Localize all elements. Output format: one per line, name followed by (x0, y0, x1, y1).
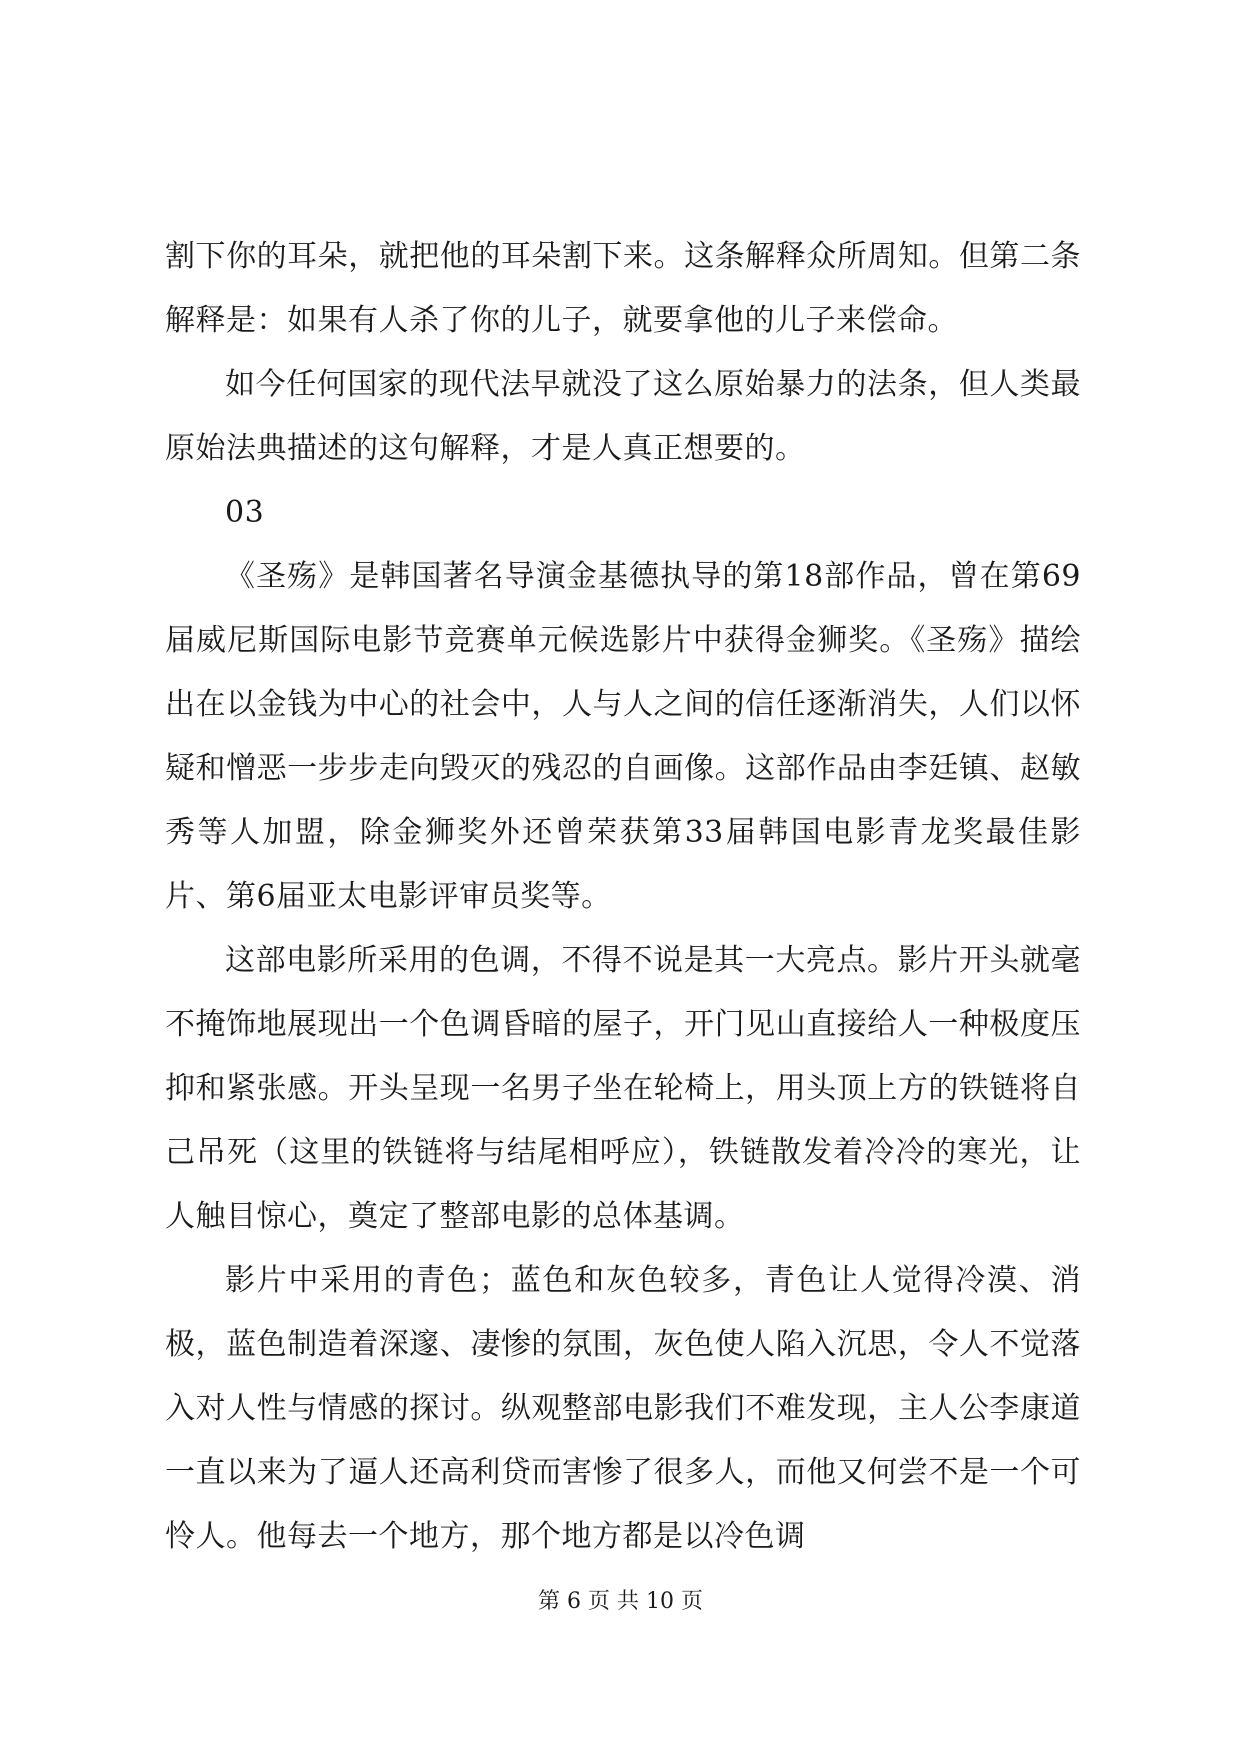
paragraph-1: 割下你的耳朵，就把他的耳朵割下来。这条解释众所周知。但第二条解释是：如果有人杀了你的儿子，就要拿他的儿子来偿命。 (165, 239, 1081, 338)
body-text (165, 225, 1081, 1569)
paragraph-4: 这部电影所采用的色调，不得不说是其一大亮点。影片开头就毫不掩饰地展现出一个色调昏暗的屋子，开门见山直接给人一种极度压抑和紧张感。开头呈现一名男子坐在轮椅上，用头顶上方的铁链将自己吊死（这里的铁链将与结尾相呼应），铁链散发着冷冷的寒光，让人触目惊心，奠定了整部电影的总体基调。 (165, 943, 1081, 1234)
page-number-label: 第 6 页 共 10 页 (538, 1589, 703, 1614)
paragraph-2: 如今任何国家的现代法早就没了这么原始暴力的法条，但人类最原始法典描述的这句解释，才是人真正想要的。 (165, 367, 1081, 466)
paragraph-3: 《圣殇》是韩国著名导演金基德执导的第18部作品，曾在第69届威尼斯国际电影节竞赛单元候选影片中获得金狮奖。《圣殇》描绘出在以金钱为中心的社会中，人与人之间的信任逐渐消失，人们以怀疑和憎恶一步步走向毁灭的残忍的自画像。这部作品由李廷镇、赵敏秀等人加盟，除金狮奖外还曾荣获第33届韩国电影青龙奖最佳影片、第6届亚太电影评审员奖等。 (165, 559, 1081, 914)
section-number: 03 (225, 495, 265, 530)
paragraph-5: 影片中采用的青色；蓝色和灰色较多，青色让人觉得冷漠、消极，蓝色制造着深邃、凄惨的氛围，灰色使人陷入沉思，令人不觉落入对人性与情感的探讨。纵观整部电影我们不难发现，主人公李康道一直以来为了逼人还高利贷而害惨了很多人，而他又何尝不是一个可怜人。他每去一个地方，那个地方都是以冷色调 (165, 1263, 1081, 1554)
page-footer (0, 1587, 1241, 1617)
